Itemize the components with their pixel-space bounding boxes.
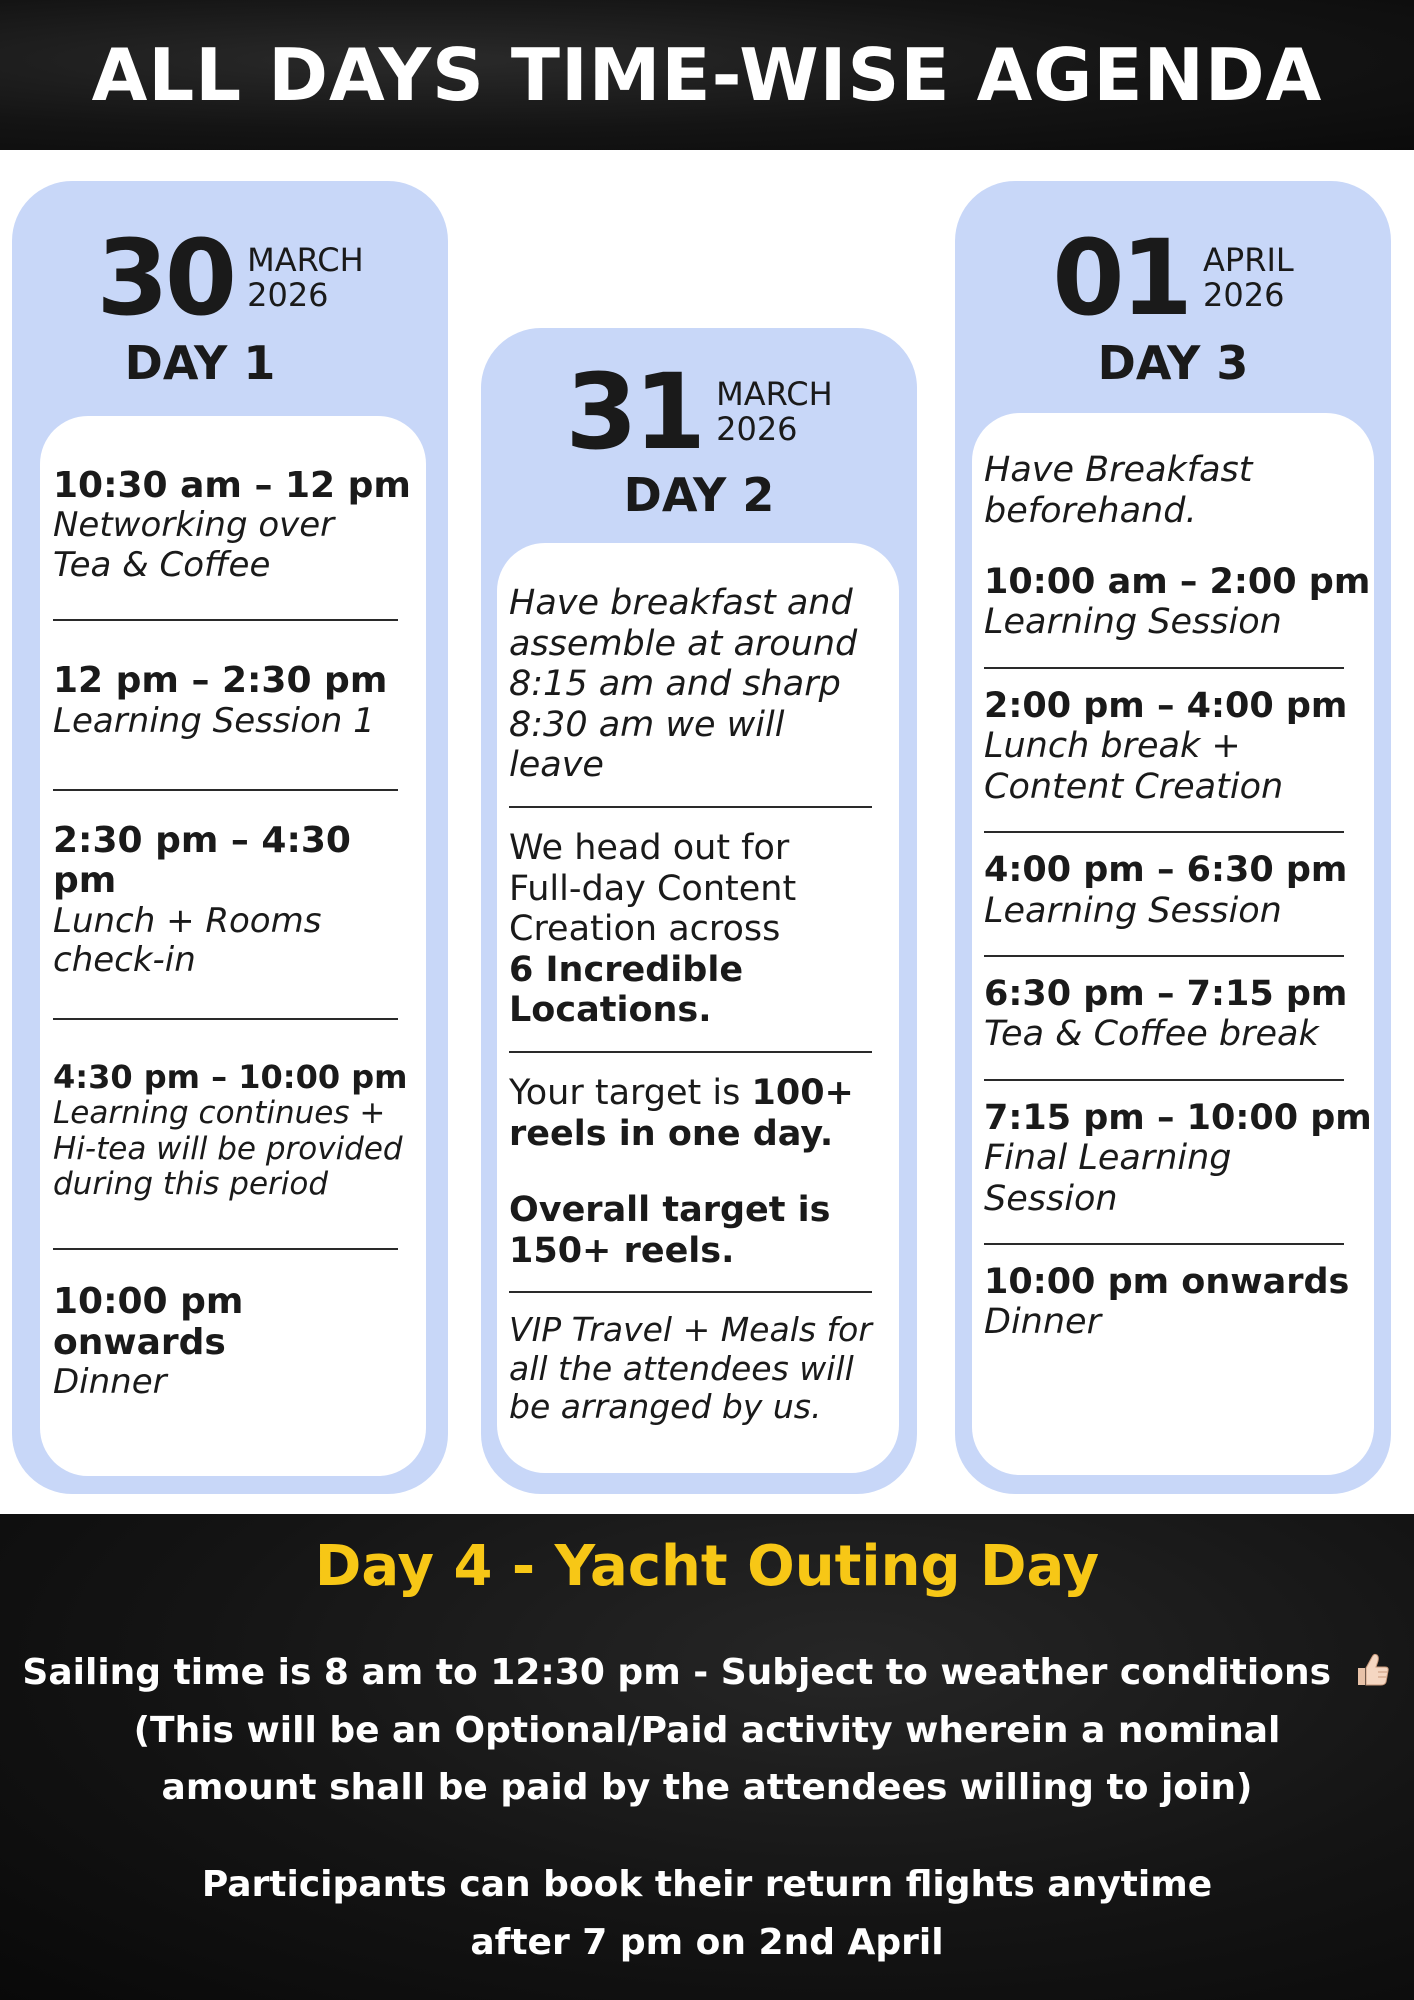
text-line: 100+	[751, 1072, 854, 1113]
day2-date-number: 31	[565, 351, 703, 473]
day1-item-desc: Tea & Coffee	[53, 544, 271, 585]
text-line: Sailing time is 8 am to 12:30 pm - Subject to weather conditions	[22, 1652, 1332, 1693]
text-line: 8:15 am and sharp	[509, 664, 841, 705]
divider	[509, 1291, 872, 1293]
text-line: Your target is	[509, 1072, 752, 1113]
day3-item-desc: Learning Session	[984, 890, 1282, 931]
text-line: Overall target is	[509, 1190, 831, 1231]
day3-date	[955, 217, 1391, 339]
day1-item-desc: check-in	[53, 940, 196, 980]
day1-item-desc: Lunch + Rooms	[53, 900, 322, 941]
day2-schedule	[497, 543, 899, 1473]
text-line: VIP Travel + Meals for	[509, 1310, 872, 1350]
day3-item-time: 10:00 pm onwards	[984, 1262, 1350, 1303]
day1-month-year	[247, 243, 364, 312]
day3-item-desc: Dinner	[984, 1302, 1101, 1343]
day1-item-desc: Hi-tea will be provided	[53, 1130, 403, 1167]
day2-overall-target	[509, 1190, 899, 1271]
text-line: Participants can book their return flights anytime	[201, 1864, 1213, 1905]
day1-item-desc: during this period	[53, 1165, 329, 1202]
day3-item-desc: Tea & Coffee break	[984, 1014, 1319, 1055]
day3-item-desc: Session	[984, 1178, 1118, 1219]
day4-banner	[0, 1514, 1414, 2000]
day1-item-desc: Learning continues +	[53, 1095, 386, 1132]
day1-item-time: 2:30 pm – 4:30 pm	[53, 819, 351, 902]
day2-month: MARCH	[716, 375, 833, 414]
divider	[53, 1248, 398, 1250]
text-line: We head out for	[509, 827, 790, 868]
day3-schedule	[972, 413, 1374, 1475]
text-line: assemble at around	[509, 623, 858, 664]
text-line: 6 Incredible	[509, 949, 744, 990]
day3-intro	[984, 450, 1374, 531]
day3-label: DAY 3	[1097, 336, 1249, 390]
day3-item-desc: Learning Session	[984, 602, 1282, 643]
day1-item	[53, 1060, 426, 1202]
day3-month-year	[1203, 243, 1294, 312]
divider	[509, 806, 872, 808]
optional-note-line: (This will be an Optional/Paid activity wherein a nominal	[133, 1709, 1281, 1751]
divider	[53, 789, 398, 791]
day3-month: APRIL	[1203, 241, 1294, 280]
day3-item-time: 4:00 pm – 6:30 pm	[984, 850, 1348, 891]
return-flights-note	[0, 1856, 1414, 1971]
thumbs-up-icon	[1352, 1650, 1392, 1690]
text-line: Locations.	[509, 990, 712, 1031]
day2-target	[509, 1073, 899, 1154]
text-line: 8:30 am we will	[509, 704, 785, 745]
day2-label: DAY 2	[623, 468, 775, 522]
text-line: 150+ reels.	[509, 1230, 735, 1271]
day3-item-desc: Content Creation	[984, 766, 1284, 807]
text-line: beforehand.	[984, 490, 1197, 531]
day3-item	[984, 687, 1374, 807]
day3-item	[984, 975, 1374, 1055]
day1-date	[12, 217, 448, 339]
text-line: after 7 pm on 2nd April	[470, 1921, 944, 1963]
day1-item	[53, 1282, 426, 1402]
text-line: reels in one day.	[509, 1113, 834, 1154]
day1-item-desc: Networking over	[53, 505, 335, 546]
day1-date-number: 30	[96, 217, 234, 339]
day3-item-desc: Lunch break +	[984, 726, 1241, 767]
day1-year: 2026	[247, 276, 329, 314]
day1-card	[12, 181, 448, 1494]
day4-sailing-line	[0, 1644, 1414, 1702]
day1-item-time: 10:30 am – 12 pm	[53, 465, 411, 506]
day1-month: MARCH	[247, 241, 364, 280]
day2-breakfast-note	[509, 583, 899, 786]
day1-item-desc: Dinner	[53, 1361, 167, 1402]
divider	[984, 831, 1344, 833]
day2-month-year	[716, 377, 833, 446]
optional-note-line: amount shall be paid by the attendees willing to join)	[161, 1767, 1253, 1809]
day2-card	[481, 328, 917, 1494]
header-banner	[0, 0, 1414, 150]
day3-card	[955, 181, 1391, 1494]
text-line: all the attendees will	[509, 1348, 854, 1388]
day1-item	[53, 661, 426, 741]
day3-item-time: 2:00 pm – 4:00 pm	[984, 685, 1348, 726]
day1-item-desc: Learning Session 1	[53, 700, 375, 741]
day3-date-number: 01	[1052, 217, 1190, 339]
day2-year: 2026	[716, 410, 798, 448]
text-line: be arranged by us.	[509, 1386, 822, 1426]
divider	[984, 667, 1344, 669]
day1-item	[53, 466, 426, 585]
day3-item	[984, 1263, 1374, 1343]
text-line: Full-day Content	[509, 868, 797, 909]
text-line: Have breakfast and	[509, 583, 853, 623]
divider	[984, 1243, 1344, 1245]
day4-info	[0, 1644, 1414, 1817]
divider	[984, 955, 1344, 957]
day3-item	[984, 851, 1374, 931]
divider	[509, 1051, 872, 1053]
day1-item-time: 4:30 pm – 10:00 pm	[53, 1058, 408, 1097]
day1-item-time: 10:00 pm onwards	[53, 1281, 244, 1363]
day1-schedule	[40, 416, 426, 1476]
text-line: Have Breakfast	[984, 450, 1253, 490]
divider	[984, 1079, 1344, 1081]
day1-item-time: 12 pm – 2:30 pm	[53, 660, 388, 702]
page-title: ALL DAYS TIME-WISE AGENDA	[91, 33, 1323, 117]
day1-label: DAY 1	[124, 336, 276, 390]
divider	[53, 619, 398, 621]
day3-year: 2026	[1203, 276, 1285, 314]
day3-item-time: 7:15 pm – 10:00 pm	[984, 1097, 1372, 1138]
divider	[53, 1018, 398, 1020]
text-line: leave	[509, 745, 604, 786]
day1-item	[53, 821, 426, 981]
day3-item	[984, 563, 1374, 643]
day3-item-time: 10:00 am – 2:00 pm	[984, 562, 1371, 603]
day2-date	[481, 351, 917, 473]
day2-content-creation	[509, 828, 899, 1031]
text-line: Creation across	[509, 909, 781, 950]
day3-item-desc: Final Learning	[984, 1138, 1232, 1179]
day3-item	[984, 1099, 1374, 1219]
day2-vip-note	[509, 1311, 899, 1426]
day3-item-time: 6:30 pm – 7:15 pm	[984, 974, 1348, 1015]
day4-title: Day 4 - Yacht Outing Day	[314, 1534, 1100, 1599]
